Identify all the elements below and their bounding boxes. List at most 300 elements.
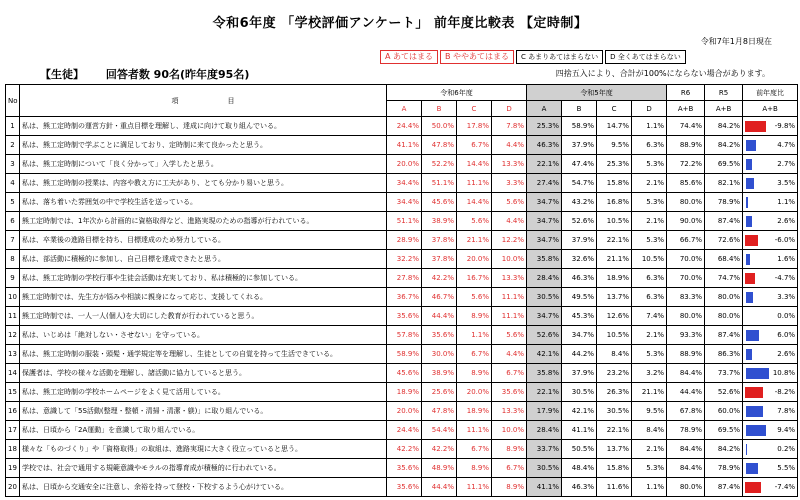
table-row [6, 193, 798, 212]
diff-cell [743, 250, 798, 269]
r6-value: 8.9% [457, 459, 492, 478]
diff-value: 3.5% [777, 178, 796, 187]
r6-value: 42.2% [422, 440, 457, 459]
table-row [6, 364, 798, 383]
r5-value: 42.1% [527, 345, 562, 364]
diff-value: -6.0% [774, 235, 796, 244]
r6-value: 4.4% [492, 345, 527, 364]
report-date: 令和7年1月8日現在 [700, 37, 772, 46]
r6-value: 24.4% [387, 117, 422, 136]
r6-ab-value: 85.6% [667, 174, 705, 193]
diff-value: 10.8% [772, 368, 796, 377]
r6-value: 28.9% [387, 231, 422, 250]
r5-value: 30.5% [527, 288, 562, 307]
header-no: No [6, 85, 20, 117]
diff-bar [745, 482, 761, 493]
r6-value: 36.7% [387, 288, 422, 307]
r5-value: 22.1% [527, 383, 562, 402]
group-name: 【生徒】 [40, 68, 84, 81]
r6-value: 20.0% [387, 155, 422, 174]
r6-ab-value: 88.9% [667, 345, 705, 364]
r5-ab-value: 87.4% [705, 212, 743, 231]
r6-value: 4.4% [492, 136, 527, 155]
r6-value: 47.8% [422, 402, 457, 421]
header-r6: 令和6年度 [387, 85, 527, 101]
r6-ab-value: 78.9% [667, 421, 705, 440]
row-question: 様々な「ものづくり」や「資格取得」の取組は、進路実現に大きく役立っていると思う。 [20, 440, 387, 459]
diff-bar [746, 254, 749, 265]
diff-bar [746, 140, 756, 151]
diff-cell [743, 364, 798, 383]
r6-value: 10.0% [492, 250, 527, 269]
r5-value: 49.5% [562, 288, 597, 307]
diff-value: 4.7% [777, 140, 796, 149]
row-question: 私は、いじめは「絶対しない・させない」を守っている。 [20, 326, 387, 345]
r6-value: 8.9% [457, 364, 492, 383]
r5-value: 48.4% [562, 459, 597, 478]
r5-value: 28.4% [527, 421, 562, 440]
header-ab6: A+B [667, 101, 705, 117]
r6-value: 1.1% [457, 326, 492, 345]
row-no: 7 [6, 231, 20, 250]
table-row [6, 307, 798, 326]
respondent-count: 回答者数 90名(昨年度95名) [105, 68, 250, 81]
header-r5-a: A [527, 101, 562, 117]
header-r5-d: D [632, 101, 667, 117]
r5-ab-value: 72.6% [705, 231, 743, 250]
r5-value: 41.1% [527, 478, 562, 497]
r6-ab-value: 84.4% [667, 364, 705, 383]
r5-value: 7.4% [632, 307, 667, 326]
diff-value: -8.2% [774, 387, 796, 396]
diff-cell [743, 402, 798, 421]
r5-value: 2.1% [632, 212, 667, 231]
r6-value: 51.1% [422, 174, 457, 193]
r5-value: 37.9% [562, 231, 597, 250]
table-row [6, 402, 798, 421]
r6-value: 34.4% [387, 174, 422, 193]
header-r6-b: B [422, 101, 457, 117]
r6-value: 45.6% [387, 364, 422, 383]
table-row [6, 440, 798, 459]
table-row [6, 288, 798, 307]
diff-cell [743, 326, 798, 345]
comparison-table [5, 84, 798, 497]
row-question: 私は、卒業後の進路目標を持ち、目標達成のため努力している。 [20, 231, 387, 250]
r5-value: 46.3% [562, 269, 597, 288]
r6-value: 5.6% [457, 288, 492, 307]
diff-value: 3.3% [777, 292, 796, 301]
r5-value: 6.3% [632, 136, 667, 155]
r6-value: 5.6% [457, 212, 492, 231]
row-question: 私は、意識して「5S活動(整理・整頓・清掃・清潔・躾)」に取り組んでいる。 [20, 402, 387, 421]
r6-ab-value: 80.0% [667, 478, 705, 497]
diff-value: 1.6% [777, 254, 796, 263]
r5-value: 42.1% [562, 402, 597, 421]
r5-value: 43.2% [562, 193, 597, 212]
row-no: 8 [6, 250, 20, 269]
legend-c: C あまりあてはまらない [516, 50, 603, 64]
diff-value: -4.7% [774, 273, 796, 282]
r6-value: 44.4% [422, 478, 457, 497]
r5-ab-value: 86.3% [705, 345, 743, 364]
r5-ab-value: 84.2% [705, 117, 743, 136]
r6-value: 25.6% [422, 383, 457, 402]
diff-cell [743, 307, 798, 326]
r6-value: 12.2% [492, 231, 527, 250]
r5-value: 34.7% [562, 326, 597, 345]
diff-value: 7.8% [777, 406, 796, 415]
r5-ab-value: 78.9% [705, 193, 743, 212]
r5-value: 3.2% [632, 364, 667, 383]
diff-bar [746, 368, 769, 379]
header-ab5: A+B [705, 101, 743, 117]
r5-value: 45.3% [562, 307, 597, 326]
r6-value: 21.1% [457, 231, 492, 250]
r5-value: 2.1% [632, 326, 667, 345]
header-diff: 前年度比 [743, 85, 798, 101]
r6-value: 6.7% [457, 345, 492, 364]
page-title: 令和6年度 「学校評価アンケート」 前年度比較表 【定時制】 [212, 16, 588, 31]
r5-value: 25.3% [527, 117, 562, 136]
row-no: 18 [6, 440, 20, 459]
diff-value: 2.7% [777, 159, 796, 168]
r6-value: 3.3% [492, 174, 527, 193]
diff-cell [743, 174, 798, 193]
r6-value: 24.4% [387, 421, 422, 440]
r6-value: 42.2% [387, 440, 422, 459]
r6-ab-value: 93.3% [667, 326, 705, 345]
r5-value: 41.1% [562, 421, 597, 440]
diff-bar [746, 159, 752, 170]
row-no: 6 [6, 212, 20, 231]
r6-value: 11.1% [457, 478, 492, 497]
r6-ab-value: 66.7% [667, 231, 705, 250]
r6-value: 47.8% [422, 136, 457, 155]
r5-ab-value: 69.5% [705, 421, 743, 440]
header-r6-c: C [457, 101, 492, 117]
diff-value: 2.6% [777, 349, 796, 358]
r6-value: 7.8% [492, 117, 527, 136]
r5-value: 30.5% [597, 402, 632, 421]
diff-value: 0.2% [777, 444, 796, 453]
r5-value: 15.8% [597, 459, 632, 478]
r5-value: 22.1% [597, 231, 632, 250]
r6-value: 44.4% [422, 307, 457, 326]
diff-cell [743, 288, 798, 307]
diff-bar [746, 216, 752, 227]
row-question: 私は、熊工定時制の服装・頭髪・通学規定等を理解し、生徒としての自覚を持って生活できている。 [20, 345, 387, 364]
r6-value: 8.9% [457, 307, 492, 326]
r6-value: 10.0% [492, 421, 527, 440]
legend-a: A あてはまる [380, 50, 438, 64]
respondent-group [40, 66, 267, 82]
diff-cell [743, 345, 798, 364]
r6-value: 13.3% [492, 155, 527, 174]
r5-value: 1.1% [632, 117, 667, 136]
r6-value: 45.6% [422, 193, 457, 212]
r5-value: 6.3% [632, 288, 667, 307]
answer-legend [380, 50, 688, 64]
r5-ab-value: 69.5% [705, 155, 743, 174]
header-r5-b: B [562, 101, 597, 117]
diff-bar [746, 292, 753, 303]
r6-value: 50.0% [422, 117, 457, 136]
diff-bar [745, 387, 763, 398]
r5-ab-value: 87.4% [705, 478, 743, 497]
r6-value: 48.9% [422, 459, 457, 478]
r5-ab-value: 80.0% [705, 307, 743, 326]
r5-value: 5.3% [632, 193, 667, 212]
r5-ab-value: 74.7% [705, 269, 743, 288]
r6-ab-value: 84.4% [667, 440, 705, 459]
r5-value: 23.2% [597, 364, 632, 383]
diff-value: 6.0% [777, 330, 796, 339]
row-no: 9 [6, 269, 20, 288]
r5-value: 10.5% [632, 250, 667, 269]
row-no: 19 [6, 459, 20, 478]
r6-value: 11.1% [457, 421, 492, 440]
r6-value: 17.8% [457, 117, 492, 136]
diff-bar [746, 349, 752, 360]
diff-value: 5.5% [777, 463, 796, 472]
diff-value: -7.4% [774, 482, 796, 491]
r5-value: 44.2% [562, 345, 597, 364]
diff-cell [743, 421, 798, 440]
diff-value: 1.1% [777, 197, 796, 206]
r6-ab-value: 70.0% [667, 250, 705, 269]
legend-b: B ややあてはまる [440, 50, 514, 64]
r6-value: 4.4% [492, 212, 527, 231]
row-no: 17 [6, 421, 20, 440]
table-row [6, 459, 798, 478]
r6-value: 20.0% [387, 402, 422, 421]
r5-value: 15.8% [597, 174, 632, 193]
table-row [6, 117, 798, 136]
diff-cell [743, 155, 798, 174]
r5-value: 16.8% [597, 193, 632, 212]
r5-value: 47.4% [562, 155, 597, 174]
r6-ab-value: 72.2% [667, 155, 705, 174]
r5-value: 21.1% [632, 383, 667, 402]
r5-value: 10.5% [597, 212, 632, 231]
r6-value: 11.1% [492, 307, 527, 326]
r6-value: 32.2% [387, 250, 422, 269]
r6-value: 6.7% [492, 459, 527, 478]
row-question: 私は、熊工定時制の学校ホームページをよく見て活用している。 [20, 383, 387, 402]
row-question: 私は、熊工定時制について「良く分かって」入学したと思う。 [20, 155, 387, 174]
table-row [6, 478, 798, 497]
r5-value: 5.3% [632, 231, 667, 250]
diff-cell [743, 383, 798, 402]
diff-value: 9.4% [777, 425, 796, 434]
r5-ab-value: 80.0% [705, 288, 743, 307]
diff-bar [746, 197, 748, 208]
row-question: 熊工定時制では、1年次から計画的に資格取得など、進路実現のための指導が行われている。 [20, 212, 387, 231]
r6-value: 6.7% [457, 136, 492, 155]
r6-value: 38.9% [422, 212, 457, 231]
r5-value: 37.9% [562, 136, 597, 155]
diff-bar [746, 330, 759, 341]
r5-value: 8.4% [597, 345, 632, 364]
r6-value: 51.1% [387, 212, 422, 231]
table-row [6, 136, 798, 155]
r6-value: 41.1% [387, 136, 422, 155]
row-no: 10 [6, 288, 20, 307]
r6-ab-value: 44.4% [667, 383, 705, 402]
row-question: 私は、日頃から交通安全に注意し、余裕を持って登校・下校するよう心がけている。 [20, 478, 387, 497]
r5-value: 35.8% [527, 250, 562, 269]
r6-value: 6.7% [457, 440, 492, 459]
r6-value: 57.8% [387, 326, 422, 345]
r5-value: 50.5% [562, 440, 597, 459]
header-r6-a: A [387, 101, 422, 117]
r5-value: 46.3% [562, 478, 597, 497]
r6-value: 37.8% [422, 250, 457, 269]
r5-value: 34.7% [527, 193, 562, 212]
r5-value: 11.6% [597, 478, 632, 497]
r5-value: 9.5% [597, 136, 632, 155]
row-no: 13 [6, 345, 20, 364]
row-no: 12 [6, 326, 20, 345]
diff-value: -9.8% [774, 121, 796, 130]
diff-bar [746, 406, 763, 417]
r5-value: 27.4% [527, 174, 562, 193]
row-question: 熊工定時制では、先生方が悩みや相談に親身になって応じ、支援してくれる。 [20, 288, 387, 307]
diff-bar [746, 178, 754, 189]
diff-cell [743, 136, 798, 155]
r5-value: 22.1% [597, 421, 632, 440]
diff-cell [743, 478, 798, 497]
row-no: 15 [6, 383, 20, 402]
diff-bar [746, 463, 758, 474]
r6-value: 42.2% [422, 269, 457, 288]
r5-ab-value: 84.2% [705, 440, 743, 459]
row-no: 16 [6, 402, 20, 421]
table-row [6, 212, 798, 231]
r6-value: 54.4% [422, 421, 457, 440]
r5-value: 9.5% [632, 402, 667, 421]
legend-d: D 全くあてはまらない [605, 50, 686, 64]
row-question: 私は、日頃から「2A運動」を意識して取り組んでいる。 [20, 421, 387, 440]
diff-cell [743, 193, 798, 212]
diff-bar [745, 273, 755, 284]
r5-ab-value: 84.2% [705, 136, 743, 155]
diff-bar [745, 235, 758, 246]
r5-ab-value: 87.4% [705, 326, 743, 345]
header-item: 項 目 [20, 85, 387, 117]
r5-value: 30.5% [562, 383, 597, 402]
r6-value: 18.9% [457, 402, 492, 421]
r5-value: 34.7% [527, 231, 562, 250]
table-row [6, 231, 798, 250]
r6-value: 35.6% [387, 459, 422, 478]
r6-value: 20.0% [457, 250, 492, 269]
r5-value: 1.1% [632, 478, 667, 497]
diff-bar [746, 425, 766, 436]
row-question: 私は、部活動に積極的に参加し、自己目標を達成できたと思う。 [20, 250, 387, 269]
r6-ab-value: 74.4% [667, 117, 705, 136]
r6-value: 27.8% [387, 269, 422, 288]
r6-value: 11.1% [492, 288, 527, 307]
r6-ab-value: 80.0% [667, 193, 705, 212]
table-row [6, 383, 798, 402]
diff-cell [743, 212, 798, 231]
r5-value: 32.6% [562, 250, 597, 269]
table-row [6, 250, 798, 269]
r6-value: 8.9% [492, 440, 527, 459]
r5-value: 28.4% [527, 269, 562, 288]
r6-ab-value: 67.8% [667, 402, 705, 421]
diff-bar [746, 444, 747, 455]
r5-ab-value: 68.4% [705, 250, 743, 269]
r5-value: 34.7% [527, 212, 562, 231]
r5-value: 33.7% [527, 440, 562, 459]
r5-value: 52.6% [562, 212, 597, 231]
row-question: 私は、熊工定時制の授業は、内容や教え方に工夫があり、とても分かり易いと思う。 [20, 174, 387, 193]
header-r5-ab: R5 [705, 85, 743, 101]
r6-value: 35.6% [492, 383, 527, 402]
r6-value: 58.9% [387, 345, 422, 364]
diff-value: 2.6% [777, 216, 796, 225]
r5-value: 54.7% [562, 174, 597, 193]
table-row [6, 345, 798, 364]
row-question: 私は、落ち着いた雰囲気の中で学校生活を送っている。 [20, 193, 387, 212]
table-row [6, 326, 798, 345]
header-r6-ab: R6 [667, 85, 705, 101]
r6-value: 46.7% [422, 288, 457, 307]
r6-ab-value: 70.0% [667, 269, 705, 288]
diff-cell [743, 231, 798, 250]
r6-value: 35.6% [422, 326, 457, 345]
r5-value: 17.9% [527, 402, 562, 421]
r6-value: 18.9% [387, 383, 422, 402]
row-no: 14 [6, 364, 20, 383]
row-question: 私は、熊工定時制の運営方針・重点目標を理解し、達成に向けて取り組んでいる。 [20, 117, 387, 136]
header-ab-diff: A+B [743, 101, 798, 117]
r5-value: 25.3% [597, 155, 632, 174]
r6-value: 14.4% [457, 193, 492, 212]
header-r5: 令和5年度 [527, 85, 667, 101]
r6-value: 13.3% [492, 269, 527, 288]
r5-value: 5.3% [632, 459, 667, 478]
r6-value: 5.6% [492, 326, 527, 345]
r6-value: 20.0% [457, 383, 492, 402]
r5-value: 2.1% [632, 174, 667, 193]
r5-value: 14.7% [597, 117, 632, 136]
diff-bar [745, 121, 766, 132]
r5-value: 6.3% [632, 269, 667, 288]
r6-value: 35.6% [387, 307, 422, 326]
row-no: 3 [6, 155, 20, 174]
r5-value: 35.8% [527, 364, 562, 383]
diff-cell [743, 269, 798, 288]
row-no: 2 [6, 136, 20, 155]
r5-ab-value: 78.9% [705, 459, 743, 478]
table-row [6, 155, 798, 174]
table-row [6, 421, 798, 440]
r5-ab-value: 73.7% [705, 364, 743, 383]
r5-value: 58.9% [562, 117, 597, 136]
r6-value: 6.7% [492, 364, 527, 383]
r6-value: 38.9% [422, 364, 457, 383]
r5-ab-value: 52.6% [705, 383, 743, 402]
r6-value: 37.8% [422, 231, 457, 250]
r6-ab-value: 84.4% [667, 459, 705, 478]
r5-ab-value: 60.0% [705, 402, 743, 421]
r6-value: 52.2% [422, 155, 457, 174]
r6-ab-value: 88.9% [667, 136, 705, 155]
